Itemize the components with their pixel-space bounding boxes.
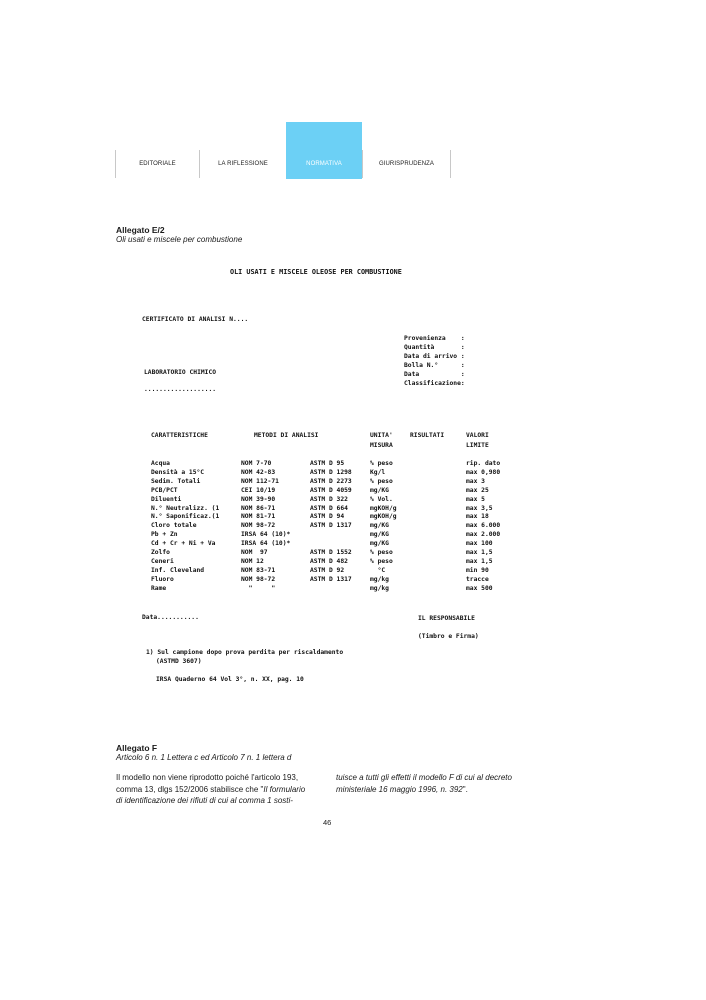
cell-metodo-astm: ASTM D 482	[310, 557, 348, 565]
cell-metodo-nom: NOM 86-71	[241, 504, 276, 512]
section-nav	[115, 150, 451, 178]
cell-caratteristica: Rame	[151, 584, 167, 592]
tab-label: LA RIFLESSIONE	[218, 161, 268, 167]
cell-caratteristica: Diluenti	[151, 495, 182, 503]
header-risultati: RISULTATI	[410, 432, 445, 439]
cell-unita: mg/KG	[370, 531, 389, 539]
allegato-f-title: Allegato F	[116, 743, 158, 753]
cell-unita: °C	[370, 566, 386, 574]
cell-unita: mg/KG	[370, 540, 389, 548]
cell-limite: max 1,5	[466, 549, 493, 556]
date-label: Data...........	[142, 614, 199, 621]
cell-metodo-nom: CEI 10/19	[241, 486, 276, 494]
cell-unita: mg/kg	[370, 575, 389, 583]
cell-metodo-astm: ASTM D 322	[310, 495, 348, 503]
tab-editoriale[interactable]	[115, 150, 199, 178]
cell-limite: rip. dato	[466, 460, 501, 467]
scanned-certificate	[140, 262, 520, 702]
cell-metodo-nom: NOM 7-70	[241, 460, 272, 467]
cell-metodo-nom: NOM 97	[241, 549, 268, 556]
cell-caratteristica: Zolfo	[151, 549, 170, 556]
header-unita: UNITA'	[370, 432, 393, 439]
info-field: Classificazione:	[404, 380, 465, 387]
cell-metodo-nom: NOM 81-71	[241, 513, 276, 521]
cell-metodo-astm: ASTM D 1317	[310, 575, 352, 583]
cell-caratteristica: PCB/PCT	[151, 486, 178, 494]
cell-metodo-nom: NOM 42-83	[241, 468, 276, 476]
cell-limite: max 18	[466, 513, 489, 521]
cell-metodo-nom: NOM 39-90	[241, 495, 276, 503]
tab-giurisprudenza[interactable]	[362, 150, 451, 178]
cell-metodo-nom: NOM 112-71	[241, 477, 279, 485]
text-line	[116, 784, 328, 796]
cell-unita: % peso	[370, 477, 393, 485]
cell-metodo-nom: NOM 98-72	[241, 575, 276, 583]
cell-metodo-astm: ASTM D 1317	[310, 522, 352, 530]
cell-limite: min 90	[466, 566, 489, 574]
header-limite: LIMITE	[466, 442, 489, 449]
cell-limite: max 2.000	[466, 531, 501, 539]
cell-metodo-astm: ASTM D 92	[310, 566, 345, 574]
cell-caratteristica: Ceneri	[151, 557, 174, 565]
cell-unita: mg/KG	[370, 522, 389, 530]
cell-metodo-astm: ASTM D 95	[310, 460, 345, 467]
cell-metodo-astm: ASTM D 1552	[310, 549, 352, 556]
cell-metodo-nom: " "	[241, 584, 276, 592]
text-segment: comma 13, dlgs 152/2006 stabilisce che "	[116, 784, 264, 794]
footnote-2: (ASTMD 3607)	[156, 658, 202, 665]
info-field: Bolla N.° :	[404, 362, 465, 369]
info-field: Provenienza :	[404, 335, 465, 342]
cell-limite: max 25	[466, 486, 489, 494]
cell-limite: max 5	[466, 495, 485, 503]
cell-metodo-astm: ASTM D 664	[310, 504, 348, 512]
footnote-1: 1) Sul campione dopo prova perdita per riscaldamento	[146, 649, 344, 656]
text-segment: ".	[462, 784, 468, 794]
lab-label: LABORATORIO CHIMICO	[144, 369, 217, 376]
footnote-3: IRSA Quaderno 64 Vol 3°, n. XX, pag. 10	[156, 676, 304, 683]
cell-metodo-astm: ASTM D 2273	[310, 477, 352, 485]
cell-limite: max 500	[466, 584, 493, 592]
cell-metodo-nom: NOM 83-71	[241, 566, 276, 574]
cell-unita: % Vol.	[370, 495, 393, 503]
cell-metodo-nom: IRSA 64 (10)*	[241, 531, 291, 539]
cell-caratteristica: Cd + Cr + Ni + Va	[151, 540, 216, 548]
cell-caratteristica: Sedim. Totali	[151, 477, 201, 485]
cell-metodo-astm: ASTM D 94	[310, 513, 345, 521]
cell-caratteristica: N.° Saponificaz.(1	[151, 513, 220, 521]
allegato-f-subtitle: Articolo 6 n. 1 Lettera c ed Articolo 7 n. 1 lettera d	[116, 753, 292, 762]
tab-label: GIURISPRUDENZA	[378, 161, 435, 167]
allegato-f-text-col1	[116, 772, 328, 807]
header-valori: VALORI	[466, 432, 489, 439]
cell-caratteristica: Inf. Cleveland	[151, 566, 205, 574]
header-misura: MISURA	[370, 442, 393, 449]
cell-limite: max 3	[466, 477, 485, 485]
allegato-f-text-col2	[336, 772, 546, 795]
text-line: di identificazione dei rifiuti di cui al comma 1 sosti-	[116, 796, 293, 805]
tab-normativa[interactable]	[286, 150, 362, 178]
cell-unita: Kg/l	[370, 468, 386, 476]
text-line: tuisce a tutti gli effetti il modello F di cui al decreto	[336, 773, 512, 782]
cell-caratteristica: Densità a 15°C	[151, 468, 205, 476]
cell-caratteristica: Cloro totale	[151, 522, 197, 530]
cell-caratteristica: N.° Neutralizz. (1	[151, 504, 220, 512]
cell-limite: max 0,980	[466, 468, 501, 476]
header-metodi: METODI DI ANALISI	[254, 432, 319, 439]
tab-la-riflessione[interactable]	[199, 150, 286, 178]
cell-metodo-astm: ASTM D 1298	[310, 468, 352, 476]
allegato-e2-subtitle: Oli usati e miscele per combustione	[116, 235, 243, 244]
tab-label: NORMATIVA	[306, 161, 342, 167]
cell-unita: % peso	[370, 557, 393, 565]
info-field: Quantità :	[404, 344, 465, 351]
text-segment: ministeriale 16 maggio 1996, n. 392	[336, 784, 463, 794]
cell-unita: % peso	[370, 549, 393, 556]
certificate-number-label: CERTIFICATO DI ANALISI N....	[142, 316, 249, 323]
timbro-label: (Timbro e Firma)	[418, 633, 479, 640]
text-line: Il modello non viene riprodotto poiché l'articolo 193,	[116, 773, 299, 782]
lab-dots: ...................	[144, 386, 217, 393]
cell-limite: max 1,5	[466, 557, 493, 565]
cell-unita: mgKOH/g	[370, 513, 397, 521]
cell-metodo-nom: NOM 12	[241, 557, 264, 565]
cell-caratteristica: Fluoro	[151, 575, 174, 583]
cell-limite: max 100	[466, 540, 493, 548]
cell-metodo-nom: IRSA 64 (10)*	[241, 540, 291, 548]
cell-unita: mg/KG	[370, 486, 389, 494]
page-number: 46	[323, 818, 332, 827]
certificate-heading: OLI USATI E MISCELE OLEOSE PER COMBUSTIONE	[230, 268, 402, 276]
cell-limite: max 6.000	[466, 522, 501, 530]
responsabile-label: IL RESPONSABILE	[418, 615, 475, 622]
cell-unita: mgKOH/g	[370, 504, 397, 512]
cell-unita: % peso	[370, 460, 393, 467]
text-line	[336, 784, 546, 796]
cell-limite: max 3,5	[466, 504, 493, 512]
header-caratteristiche: CARATTERISTICHE	[151, 432, 208, 439]
allegato-e2-title: Allegato E/2	[116, 225, 165, 235]
info-field: Data di arrivo :	[404, 353, 465, 360]
cell-unita: mg/kg	[370, 584, 389, 592]
cell-caratteristica: Pb + Zn	[151, 531, 178, 539]
cell-caratteristica: Acqua	[151, 460, 170, 467]
cell-metodo-nom: NOM 98-72	[241, 522, 276, 530]
tab-label: EDITORIALE	[139, 161, 176, 167]
cell-metodo-astm: ASTM D 4059	[310, 486, 352, 494]
text-segment-italic: Il formulario	[263, 784, 306, 794]
info-field: Data :	[404, 371, 465, 378]
cell-limite: tracce	[466, 575, 489, 583]
